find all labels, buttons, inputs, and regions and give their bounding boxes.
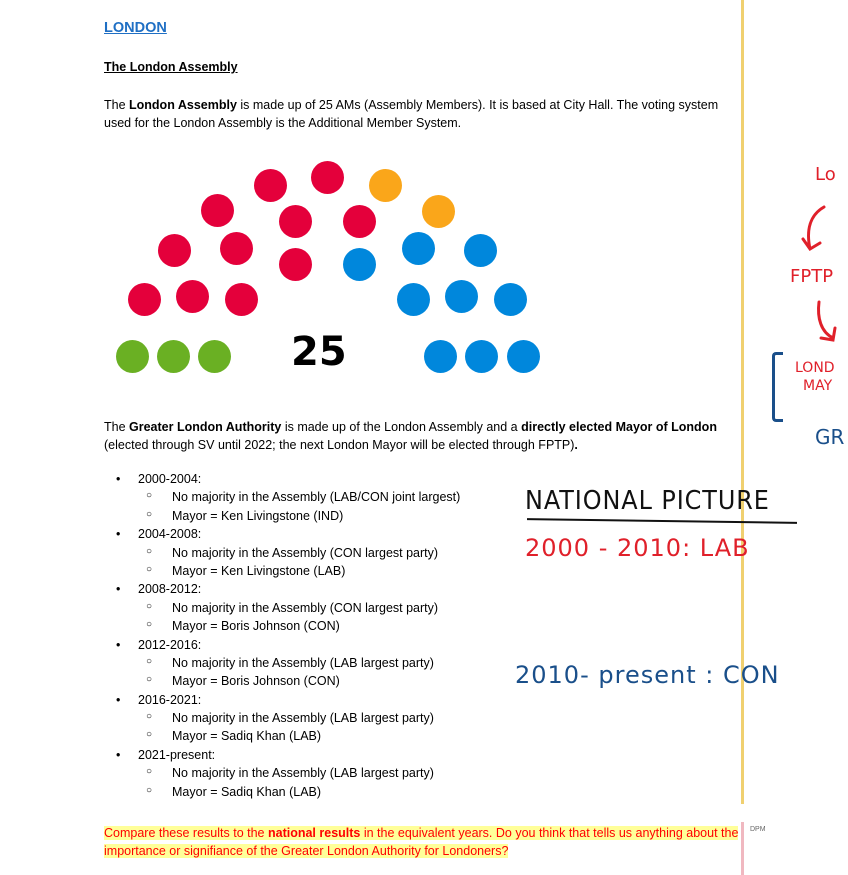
discussion-question	[104, 824, 744, 860]
term-assembly: ○ No majority in the Assembly (LAB largest party)	[116, 711, 460, 729]
term-mayor: ○ Mayor = Boris Johnson (CON)	[116, 674, 460, 692]
handwritten-side-lo: Lo	[815, 164, 836, 185]
term-period: • 2021-present:	[116, 748, 460, 766]
handwritten-underline	[527, 518, 797, 524]
text: is made up of 25 AMs (Assembly Members). It is based at City Hall. The voting system used for the London Assembly is the Additional Member System.	[104, 98, 719, 130]
seat-ld	[369, 169, 402, 202]
bold-text: Greater London Authority	[129, 420, 282, 434]
page-title: LONDON	[104, 20, 167, 36]
text: in the equivalent years. Do you think that tells us anything about the importance or signifiance of the Greater London Authority for Londoners?	[104, 826, 739, 858]
gla-description	[104, 418, 724, 454]
seat-ld	[422, 195, 455, 228]
text: Compare these results to the	[104, 826, 268, 840]
seat-lab	[225, 283, 258, 316]
handwritten-con-period: 2010- present : CON	[515, 661, 780, 689]
seat-total: 25	[291, 329, 347, 375]
seat-lab	[220, 232, 253, 265]
seat-grn	[157, 340, 190, 373]
seat-lab	[176, 280, 209, 313]
term-assembly: ○ No majority in the Assembly (LAB largest party)	[116, 766, 460, 784]
seat-con	[343, 248, 376, 281]
seat-con	[494, 283, 527, 316]
seat-grn	[198, 340, 231, 373]
seat-lab	[279, 205, 312, 238]
seat-con	[465, 340, 498, 373]
bold-text: directly elected Mayor of London	[521, 420, 717, 434]
seat-lab	[128, 283, 161, 316]
handwritten-lab-period: 2000 - 2010: LAB	[525, 534, 750, 562]
bold-text: London Assembly	[129, 98, 237, 112]
term-assembly: ○ No majority in the Assembly (CON largest party)	[116, 546, 460, 564]
handwritten-side-lond: LOND	[795, 360, 835, 376]
bold-text: national results	[267, 826, 361, 840]
term-mayor: ○ Mayor = Boris Johnson (CON)	[116, 619, 460, 637]
seat-lab	[311, 161, 344, 194]
handwritten-arrow-icon	[800, 205, 830, 255]
seat-lab	[343, 205, 376, 238]
seat-lab	[158, 234, 191, 267]
term-period: • 2008-2012:	[116, 582, 460, 600]
section-heading: The London Assembly	[104, 60, 238, 74]
handwritten-side-fptp: FPTP	[790, 266, 834, 287]
term-mayor: ○ Mayor = Sadiq Khan (LAB)	[116, 729, 460, 747]
comment-marker	[741, 822, 744, 875]
term-period: • 2004-2008:	[116, 527, 460, 545]
handwritten-side-may: MAY	[803, 378, 833, 394]
handwritten-national-picture: NATIONAL PICTURE	[525, 486, 770, 516]
text: (elected through SV until 2022; the next London Mayor will be elected through FPTP)	[104, 438, 575, 452]
assembly-description	[104, 96, 724, 132]
seat-con	[464, 234, 497, 267]
seat-con	[445, 280, 478, 313]
text: The	[104, 420, 130, 434]
text: The	[104, 98, 130, 112]
term-period: • 2012-2016:	[116, 638, 460, 656]
handwritten-side-gr: GR	[815, 425, 845, 449]
term-mayor: ○ Mayor = Sadiq Khan (LAB)	[116, 785, 460, 803]
seat-con	[397, 283, 430, 316]
seat-con	[402, 232, 435, 265]
comment-author[interactable]: DPM	[750, 826, 766, 833]
text: is made up of the London Assembly and a	[281, 420, 522, 434]
text: .	[574, 438, 578, 452]
term-assembly: ○ No majority in the Assembly (LAB/CON joint largest)	[116, 490, 460, 508]
term-period: • 2000-2004:	[116, 472, 460, 490]
seat-lab	[201, 194, 234, 227]
seat-lab	[254, 169, 287, 202]
seat-lab	[279, 248, 312, 281]
terms-list	[116, 472, 460, 803]
term-mayor: ○ Mayor = Ken Livingstone (IND)	[116, 509, 460, 527]
term-assembly: ○ No majority in the Assembly (LAB largest party)	[116, 656, 460, 674]
term-mayor: ○ Mayor = Ken Livingstone (LAB)	[116, 564, 460, 582]
seat-grn	[116, 340, 149, 373]
seat-con	[507, 340, 540, 373]
term-period: • 2016-2021:	[116, 693, 460, 711]
handwritten-bracket	[772, 352, 783, 422]
seat-con	[424, 340, 457, 373]
term-assembly: ○ No majority in the Assembly (CON largest party)	[116, 601, 460, 619]
handwritten-arrow-icon	[815, 300, 845, 346]
